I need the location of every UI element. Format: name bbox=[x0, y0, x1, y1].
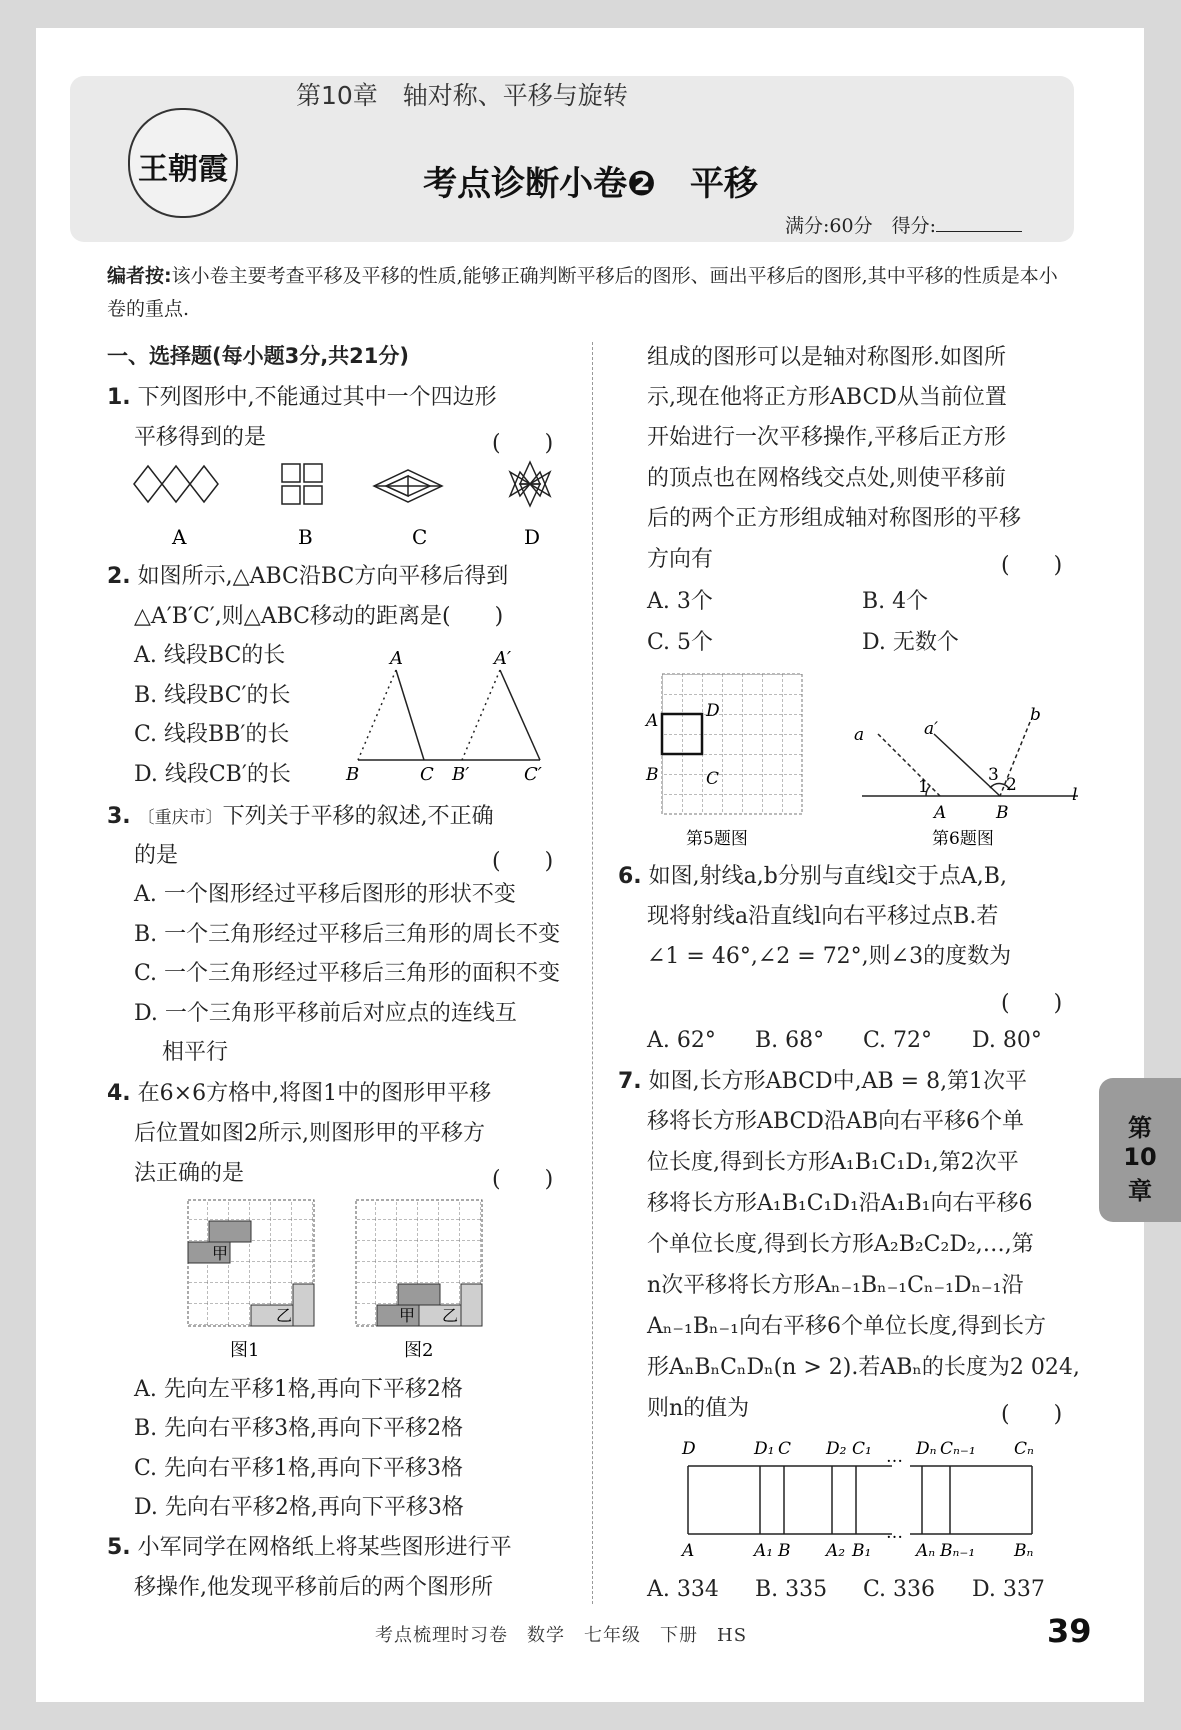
q6-label-point-b: B bbox=[996, 803, 1009, 823]
q7-top-ellipsis: … bbox=[886, 1447, 903, 1467]
q6-label-angle2: 2 bbox=[1006, 775, 1017, 795]
q4-option-c[interactable]: C. 先向右平移1格,再向下平移3格 bbox=[134, 1456, 464, 1481]
q4-text bbox=[107, 1082, 491, 1106]
q4-line2: 后位置如图2所示,则图形甲的平移方 bbox=[134, 1121, 485, 1146]
q6-number: 6. bbox=[618, 864, 642, 889]
q7-bottom-bn: Bₙ bbox=[1014, 1541, 1034, 1561]
q7-line3: 位长度,得到长方形A₁B₁C₁D₁,第2次平 bbox=[647, 1150, 1019, 1175]
q6-line2: 现将射线a沿直线l向右平移过点B.若 bbox=[647, 904, 999, 929]
chapter-title: 第10章 轴对称、平移与旋转 bbox=[296, 81, 628, 110]
score-label: 满分:60分 得分: bbox=[785, 215, 936, 237]
q6-line3: ∠1 = 46°,∠2 = 72°,则∠3的度数为 bbox=[647, 944, 1012, 969]
q6-label-angle1: 1 bbox=[918, 777, 929, 797]
q2-option-b[interactable]: B. 线段BC′的长 bbox=[134, 683, 291, 708]
q4-line1: 在6×6方格中,将图1中的图形甲平移 bbox=[137, 1081, 492, 1106]
q6-option-a[interactable]: A. 62° bbox=[647, 1028, 716, 1053]
q4-option-b[interactable]: B. 先向右平移3格,再向下平移2格 bbox=[134, 1416, 464, 1441]
q3-option-b[interactable]: B. 一个三角形经过平移后三角形的周长不变 bbox=[134, 922, 561, 947]
q5-line3: 组成的图形可以是轴对称图形.如图所 bbox=[647, 345, 1006, 370]
q5-text bbox=[107, 1536, 512, 1560]
q7-answer-paren[interactable]: ( ) bbox=[1001, 1402, 1063, 1427]
q4-option-a[interactable]: A. 先向左平移1格,再向下平移2格 bbox=[134, 1377, 463, 1402]
q5-line6: 的顶点也在网格线交点处,则使平移前 bbox=[647, 466, 1006, 491]
q1-line1: 下列图形中,不能通过其中一个四边形 bbox=[137, 385, 497, 410]
q7-line5: 个单位长度,得到长方形A₂B₂C₂D₂,…,第 bbox=[647, 1232, 1034, 1257]
q7-bottom-b1: B₁ bbox=[852, 1541, 872, 1561]
q5-label-b: B bbox=[646, 765, 659, 785]
q1-label-b: B bbox=[298, 525, 313, 549]
q5-option-b[interactable]: B. 4个 bbox=[862, 589, 929, 614]
q7-top-cn: Cₙ bbox=[1014, 1439, 1034, 1459]
q5-number: 5. bbox=[107, 1535, 131, 1560]
editor-note bbox=[107, 260, 1075, 326]
q6-line1: 如图,射线a,b分别与直线l交于点A,B, bbox=[648, 864, 1007, 889]
logo-text: 王朝霞 bbox=[138, 152, 228, 187]
q5-line2: 移操作,他发现平移前后的两个图形所 bbox=[134, 1575, 493, 1600]
q7-option-c[interactable]: C. 336 bbox=[863, 1577, 936, 1602]
q7-option-b[interactable]: B. 335 bbox=[755, 1577, 828, 1602]
q1-figure-c bbox=[374, 470, 442, 502]
chapter-side-tab bbox=[1099, 1078, 1181, 1222]
q7-line9: 则n的值为 bbox=[647, 1396, 750, 1421]
q1-label-a: A bbox=[172, 525, 187, 549]
q1-label-d: D bbox=[524, 525, 541, 549]
q1-line2: 平移得到的是 bbox=[134, 425, 267, 450]
paper-title: 考点诊断小卷❷ 平移 bbox=[423, 164, 758, 204]
q3-option-d[interactable]: D. 一个三角形平移前后对应点的连线互 bbox=[134, 1001, 517, 1026]
q6-text bbox=[618, 865, 1007, 889]
q7-bottom-a1: A₁ bbox=[754, 1541, 774, 1561]
column-divider bbox=[592, 342, 593, 1604]
side-tab-line1: 第 bbox=[1128, 1114, 1152, 1142]
q5-fig-caption: 第5题图 bbox=[686, 829, 748, 849]
q1-figure-a bbox=[134, 466, 218, 502]
q5-line8: 方向有 bbox=[647, 547, 714, 572]
q1-figures bbox=[128, 460, 568, 560]
q6-label-a-ray: a bbox=[854, 725, 865, 745]
q7-top-dn: Dₙ bbox=[916, 1439, 937, 1459]
q6-option-b[interactable]: B. 68° bbox=[755, 1028, 825, 1053]
q7-top-cn-1: Cₙ₋₁ bbox=[940, 1439, 976, 1459]
q2-figure bbox=[340, 648, 560, 788]
q7-option-a[interactable]: A. 334 bbox=[647, 1577, 719, 1602]
q5-grid bbox=[662, 674, 802, 814]
q7-bottom-a2: A₂ bbox=[826, 1541, 846, 1561]
q2-option-c[interactable]: C. 线段BB′的长 bbox=[134, 722, 290, 747]
q7-top-d2: D₂ bbox=[826, 1439, 847, 1459]
q5-line5: 开始进行一次平移操作,平移后正方形 bbox=[647, 425, 1006, 450]
q7-bottom-a: A bbox=[682, 1541, 695, 1561]
q4-fig2-jia: 甲 bbox=[399, 1306, 416, 1325]
q7-bottom-an: Aₙ bbox=[916, 1541, 936, 1561]
q7-line2: 移将长方形ABCD沿AB向右平移6个单 bbox=[647, 1109, 1024, 1134]
q4-fig1-jia: 甲 bbox=[212, 1244, 229, 1263]
q2-number: 2. bbox=[107, 564, 131, 589]
q3-option-a[interactable]: A. 一个图形经过平移后图形的形状不变 bbox=[134, 882, 516, 907]
q4-fig2-caption: 图2 bbox=[404, 1340, 434, 1361]
q2-line2: △A′B′C′,则△ABC移动的距离是( ) bbox=[134, 604, 504, 629]
q2-label-c-prime: C′ bbox=[524, 764, 542, 785]
q1-label-c: C bbox=[412, 525, 428, 549]
score-blank[interactable] bbox=[936, 217, 1022, 232]
q3-answer-paren[interactable]: ( ) bbox=[492, 849, 554, 874]
q7-text bbox=[618, 1070, 1027, 1094]
q1-answer-paren[interactable]: ( ) bbox=[492, 431, 554, 456]
q7-line7: Aₙ₋₁Bₙ₋₁向右平移6个单位长度,得到长方 bbox=[647, 1314, 1046, 1339]
footer-text: 考点梳理时习卷 数学 七年级 下册 HS bbox=[375, 1625, 748, 1646]
q7-number: 7. bbox=[618, 1069, 642, 1094]
q5-label-c: C bbox=[706, 769, 720, 789]
q7-line1: 如图,长方形ABCD中,AB = 8,第1次平 bbox=[648, 1069, 1028, 1094]
score-line bbox=[785, 211, 1022, 238]
q7-figure bbox=[672, 1432, 1052, 1562]
q7-bottom-bn-1: Bₙ₋₁ bbox=[940, 1541, 976, 1561]
q5-option-c[interactable]: C. 5个 bbox=[647, 630, 714, 655]
q6-option-c[interactable]: C. 72° bbox=[863, 1028, 933, 1053]
side-tab-line2: 10 bbox=[1123, 1143, 1157, 1171]
q3-number: 3. bbox=[107, 804, 131, 829]
q6-label-a-prime: a′ bbox=[924, 719, 938, 739]
q5-option-d[interactable]: D. 无数个 bbox=[862, 630, 959, 655]
q5-label-a: A bbox=[646, 711, 659, 731]
q3-option-d-cont: 相平行 bbox=[162, 1040, 229, 1065]
q2-option-a[interactable]: A. 线段BC的长 bbox=[134, 643, 286, 668]
q7-top-d1: D₁ bbox=[754, 1439, 775, 1459]
q7-top-c: C bbox=[778, 1439, 792, 1459]
q5-answer-paren[interactable]: ( ) bbox=[1001, 553, 1063, 578]
q1-figure-b bbox=[282, 464, 322, 504]
q4-fig1-yi: 乙 bbox=[276, 1306, 293, 1325]
q4-line3: 法正确的是 bbox=[134, 1161, 245, 1186]
q5-figure bbox=[642, 666, 822, 852]
q3-option-c[interactable]: C. 一个三角形经过平移后三角形的面积不变 bbox=[134, 961, 561, 986]
q1-figure-d bbox=[510, 462, 550, 506]
q6-label-point-a: A bbox=[934, 803, 947, 823]
q4-answer-paren[interactable]: ( ) bbox=[492, 1167, 554, 1192]
q6-option-d[interactable]: D. 80° bbox=[972, 1028, 1042, 1053]
q5-line7: 后的两个正方形组成轴对称图形的平移 bbox=[647, 506, 1022, 531]
q4-fig2-yi: 乙 bbox=[442, 1306, 459, 1325]
q2-label-a-prime: A′ bbox=[494, 648, 512, 669]
q7-line6: n次平移将长方形Aₙ₋₁Bₙ₋₁Cₙ₋₁Dₙ₋₁沿 bbox=[647, 1273, 1024, 1298]
q7-top-c1: C₁ bbox=[852, 1439, 872, 1459]
q4-number: 4. bbox=[107, 1081, 131, 1106]
q7-line8: 形AₙBₙCₙDₙ(n > 2).若ABₙ的长度为2 024, bbox=[647, 1355, 1080, 1380]
q7-top-d: D bbox=[682, 1439, 696, 1459]
q7-option-d[interactable]: D. 337 bbox=[972, 1577, 1045, 1602]
side-tab-line3: 章 bbox=[1128, 1177, 1152, 1205]
q4-option-d[interactable]: D. 先向右平移2格,再向下平移3格 bbox=[134, 1495, 464, 1520]
q1-number: 1. bbox=[107, 385, 131, 410]
q1-text bbox=[107, 386, 497, 410]
q6-fig-caption: 第6题图 bbox=[932, 829, 994, 849]
q5-line1: 小军同学在网格纸上将某些图形进行平 bbox=[137, 1535, 512, 1560]
q5-line4: 示,现在他将正方形ABCD从当前位置 bbox=[647, 385, 1007, 410]
q4-fig1-caption: 图1 bbox=[230, 1340, 260, 1361]
q3-line2: 的是 bbox=[134, 843, 179, 868]
q6-label-angle3: 3 bbox=[988, 765, 999, 785]
q5-option-a[interactable]: A. 3个 bbox=[647, 589, 713, 614]
q6-label-line-l: l bbox=[1072, 785, 1078, 805]
q2-line1: 如图所示,△ABC沿BC方向平移后得到 bbox=[137, 564, 509, 589]
q2-label-c: C bbox=[420, 764, 434, 785]
q6-figure bbox=[850, 700, 1086, 852]
q2-label-a: A bbox=[390, 648, 403, 669]
q3-line1: 下列关于平移的叙述,不正确 bbox=[222, 804, 494, 829]
q7-bottom-ellipsis: … bbox=[886, 1523, 903, 1543]
q5-label-d: D bbox=[706, 701, 720, 721]
q2-option-d[interactable]: D. 线段CB′的长 bbox=[134, 762, 291, 787]
page-number: 39 bbox=[1047, 1612, 1092, 1650]
q2-label-b: B bbox=[346, 764, 360, 785]
q3-source-tag: 〔重庆市〕 bbox=[137, 808, 223, 828]
section-title: 一、选择题(每小题3分,共21分) bbox=[107, 344, 410, 368]
q3-text bbox=[107, 805, 494, 830]
q7-bottom-b: B bbox=[778, 1541, 791, 1561]
q2-label-b-prime: B′ bbox=[452, 764, 470, 785]
q4-figures bbox=[186, 1198, 496, 1364]
q7-line4: 移将长方形A₁B₁C₁D₁沿A₁B₁向右平移6 bbox=[647, 1191, 1033, 1216]
q2-text bbox=[107, 565, 508, 589]
editor-note-text: 该小卷主要考查平移及平移的性质,能够正确判断平移后的图形、画出平移后的图形,其中平移的性质是本小卷的重点. bbox=[107, 265, 1058, 320]
q6-label-b-ray: b bbox=[1030, 705, 1041, 725]
q6-answer-paren[interactable]: ( ) bbox=[1001, 991, 1063, 1016]
editor-note-label: 编者按: bbox=[107, 265, 172, 287]
